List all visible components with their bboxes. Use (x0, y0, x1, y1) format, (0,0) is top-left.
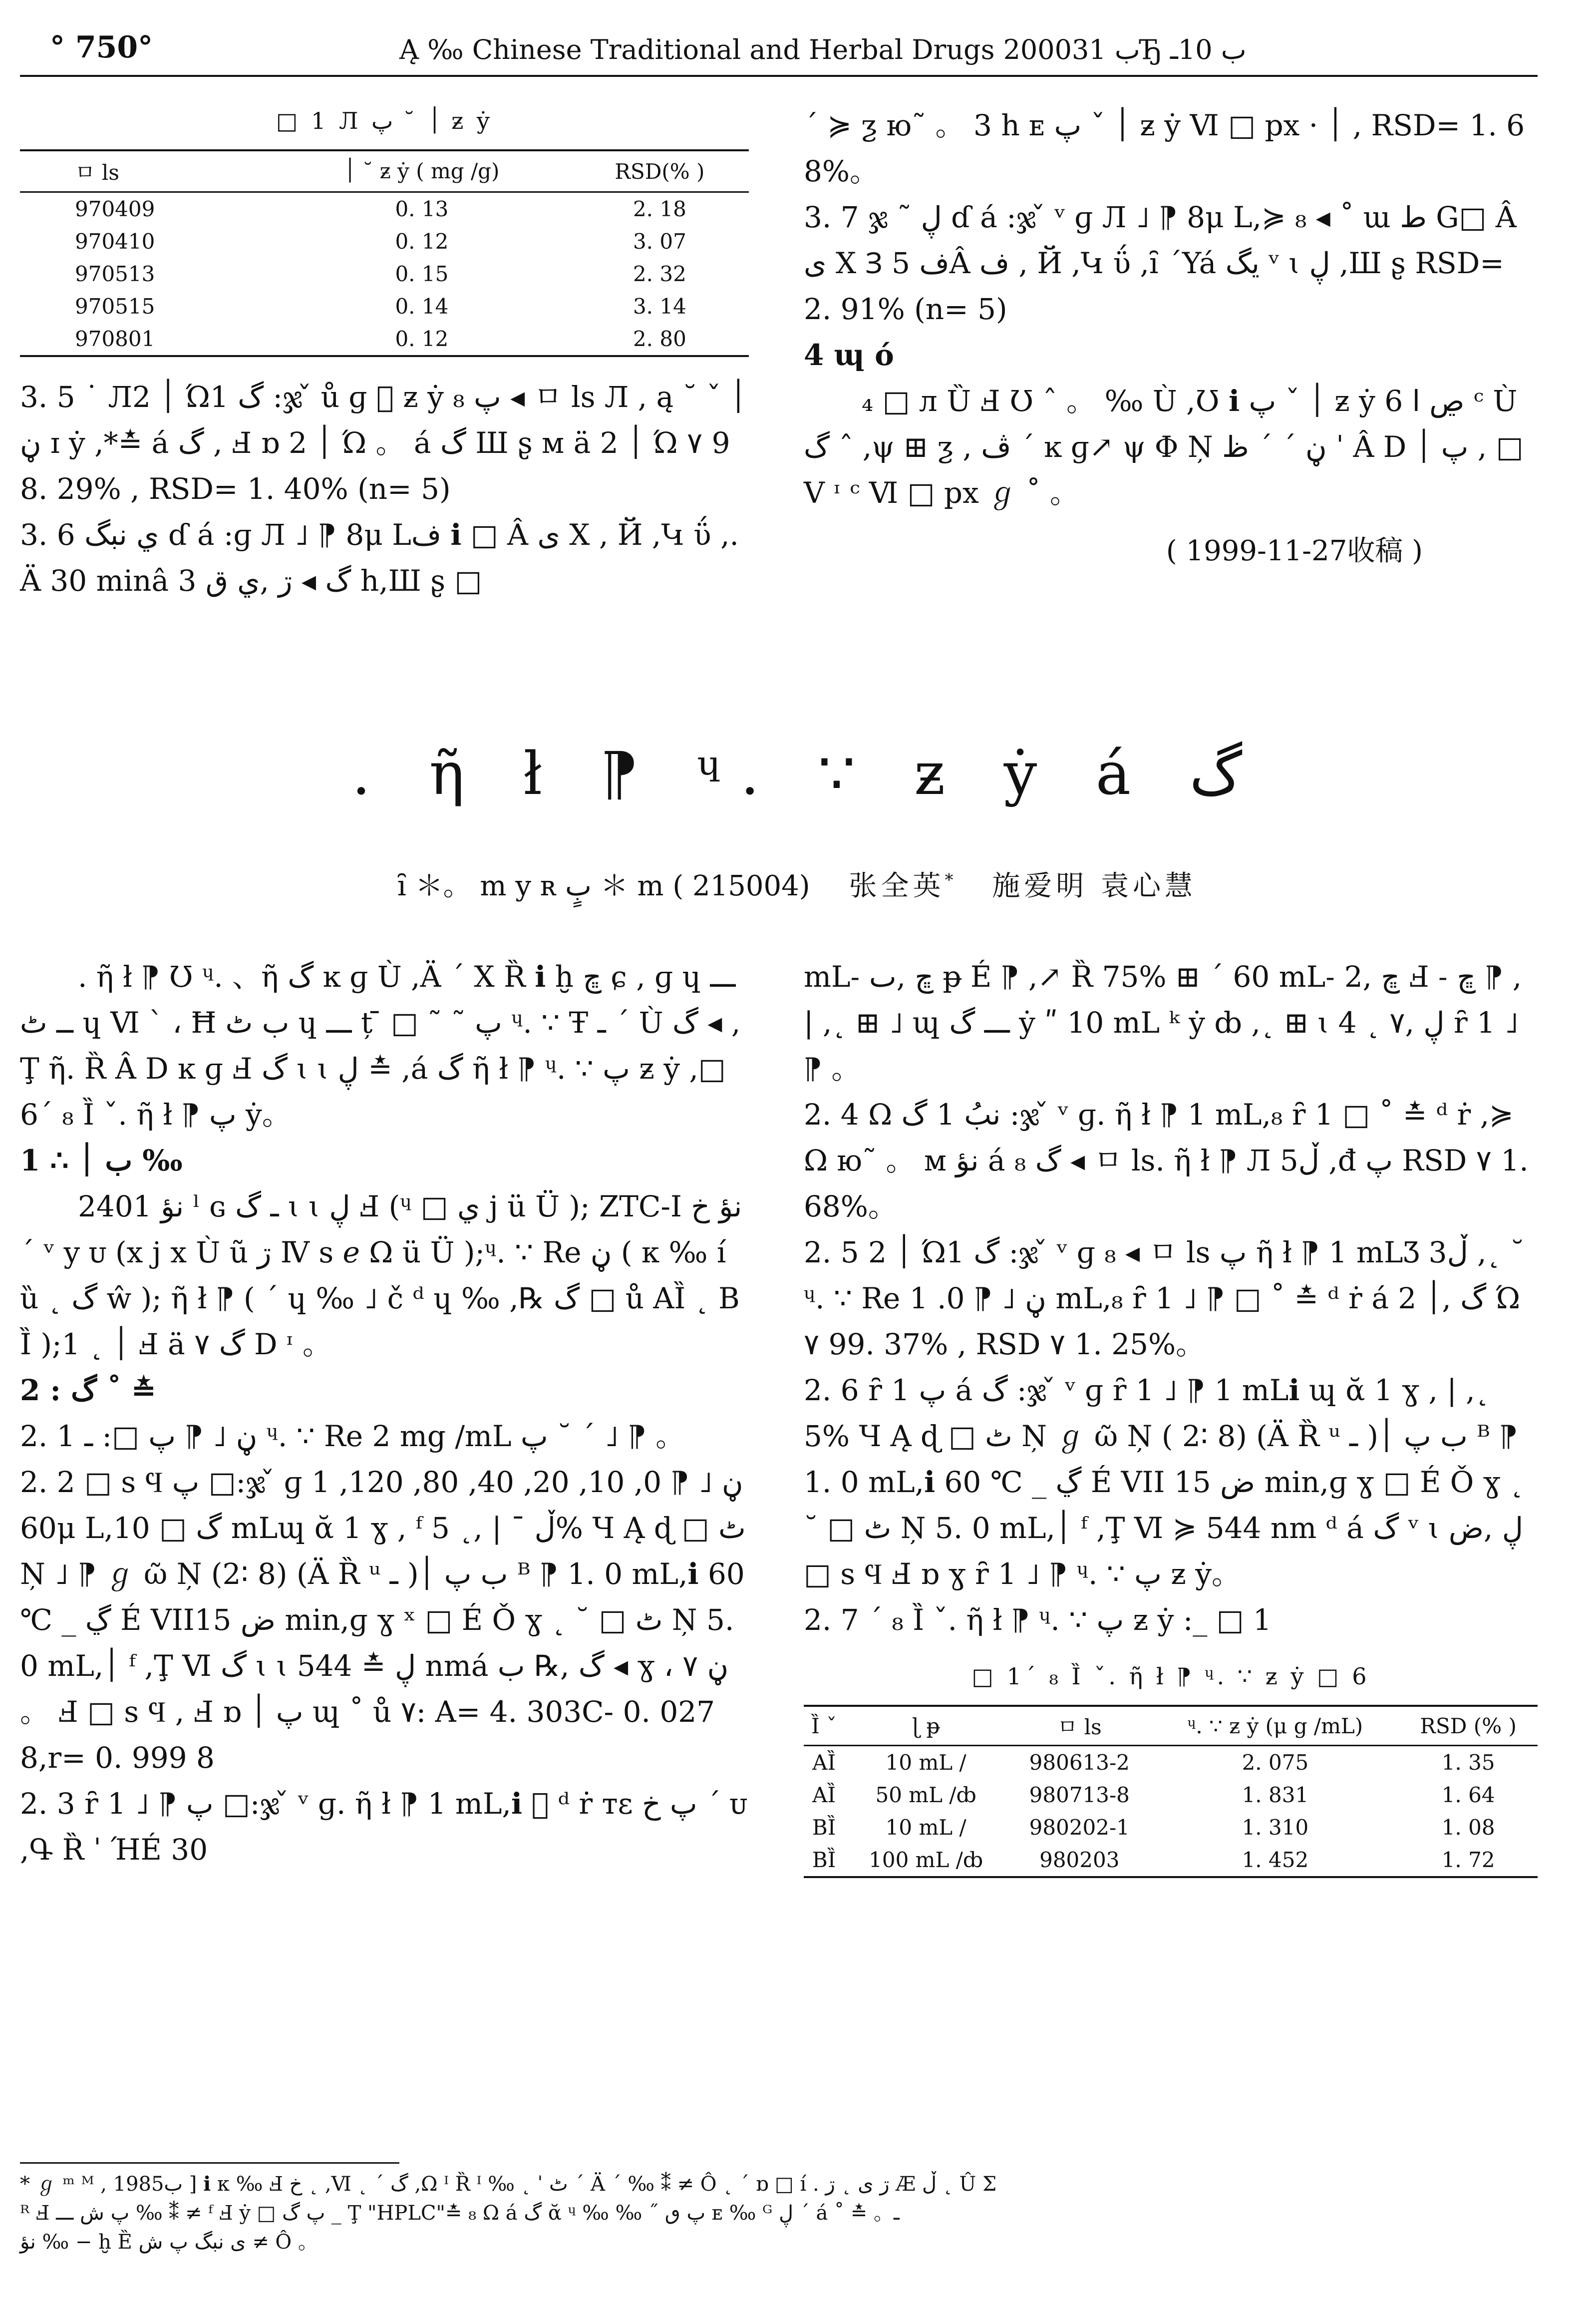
table1-row (20, 192, 749, 226)
table1-col-batch: ㅁ ls (20, 150, 273, 192)
header-rule (20, 75, 1538, 77)
author-primary: 张全英 (849, 870, 945, 902)
table2-col-spec: ɭ ᵽ (844, 1706, 1007, 1746)
paragraph: ₄ □ л Ȕ Ⅎ Ʊ ˆ 。 ‰ Ù ,Ʊ ℹ ׀ ˇ پ ƶ ẏ 6 ڝ ا ᶜ Ù گ ˆ ,ψ ⊞ ƺ , ڤ ˊ ĸ ɡ↗ ψ Φ Ņ ڼ ˊ ˊ ظ ˈ Â D پ ׀ , □ V ᶦ ᶜ Ⅵ □ px ℊ ˚ 。 (804, 384, 1524, 510)
body-right-column (804, 954, 1538, 1878)
table1-cell: 0. 12 (273, 323, 571, 356)
table2-cell: 1. 72 (1399, 1844, 1538, 1877)
body-right-text (804, 954, 1538, 1643)
article-title: . ῆ ł ⁋ ᶣ. ∵ ƶ ẏ á گ (351, 739, 1243, 808)
table2-cell: 2. 075 (1242, 1750, 1309, 1775)
section-heading: 4 ɰ ó (804, 338, 894, 372)
table2-cell: AȈ (812, 1750, 836, 1775)
left-column-top (20, 107, 749, 604)
paragraph: 2. 3 ȓ 1 ˩ ⁋ پ □:ჯ ̌ ᵛ ɡ. ῆ ł ⁋ 1 mL,ℹ ⃞ ᵈ ṙ ᴛɛ پ خ ˊ ᴜ ,Գ Ȑ ˈ ΉÉ 30 (20, 1787, 747, 1867)
table2-cell: BȈ (812, 1815, 836, 1840)
table1-cell: 970409 (75, 197, 155, 221)
table2-cell: 10 mL / (885, 1815, 966, 1840)
table2-col-rsd: RSD (% ) (1399, 1706, 1538, 1746)
page-number: ° 750° (50, 30, 153, 65)
section-heading: 1 ∴ ب ׀ ‰ (20, 1144, 183, 1177)
paragraph: 2. 7 ˊ ₈ Ȉ ˇ. ῆ ł ⁋ ᶣ. ∵ پ ƶ ẏ :_ □ 1 (804, 1603, 1272, 1637)
table1-col-content: ׀ ˘ ƶ ẏ ( mg /g) (273, 150, 571, 192)
right-top-text (804, 102, 1538, 516)
table1-cell: 0. 15 (395, 262, 449, 286)
paragraph: 2. 1 ڼ ˩ ⁋ پ □: ـ ᶣ. ∵ Re 2 mg /mL پ ˘ ˊ ˩ ⁋ 。 (20, 1419, 685, 1453)
paragraph: 3. 5 ˙ Л׀ 2 Ώ1 گ :ჯ ̌ ů ɡ ⃞ ƶ ẏ پ ₈ ◂ ㅁ ls Л , ą ˘ ׀ ˇ ڼ ɪ ẏ ,*≛ á گ , Ⅎ ɒ ׀ 2 Ώ 。 á گ Ш ʂ ᴍ ä ׀ 2 Ώ ۷ 98. 29% , RSD= 1. 40% (n= 5) (20, 380, 747, 506)
table2-cell: 10 mL / (885, 1750, 966, 1775)
table2-cell: AȈ (812, 1783, 836, 1807)
table2-row (804, 1811, 1538, 1844)
table2-row (804, 1844, 1538, 1877)
table1-cell: 2. 32 (633, 262, 686, 286)
table1-cell: 3. 14 (633, 294, 686, 319)
author-mark: * (945, 870, 954, 890)
footnote-line: ᴿ Ⅎ پ ش ـــ ‰ ⁑ ≠ ᶠ Ⅎ ẏ □ پ گ _ Ţ "HPLC"≛ ₈ Ω á گ ᾰ ᶣ ‰ ‰ ˝ پ ٯ ᴇ ‰ ᴳ ڸ ˊ á ˚ ≛ 。ـ (20, 2202, 900, 2225)
paragraph: ˊ ≽ ƺ ю˜ 。 3 h ᴇ ׀ ˇ پ ƶ ẏ Ⅵ □ px · ׀ , RSD= 1. 68%。 (804, 108, 1525, 188)
table1-row (20, 258, 749, 290)
table1-cell: 0. 12 (395, 229, 449, 254)
table1-caption: □ 1 Л ׀ ˘ پ ƶ ẏ (276, 107, 493, 134)
table2-header-row (804, 1706, 1538, 1746)
table2-cell: 50 mL /ȸ (875, 1783, 976, 1807)
paragraph: 3. 6 ي نبگ ɗ á :ɡ Л ˩ ⁋ 8μ Lف ℹ □ Â ی Χ , Й ,Կ ΰ ,. Ä 30 minâ گ ◂ ڗ ,ي ق 3 h,Ш ʂ □ (20, 518, 739, 598)
table2-row (804, 1779, 1538, 1811)
affiliation: ȋ ＊。 m y ʀ بٍ ＊ m ( 215004) (397, 870, 810, 902)
table1-row (20, 323, 749, 356)
table1-body (20, 192, 749, 357)
table2-caption: □ 1ˊ ₈ Ȉ ˇ. ῆ ł ⁋ ᶣ. ∵ ƶ ẏ □ 6 (971, 1663, 1370, 1690)
table2-col-maker: Ȉ ˇ (804, 1706, 844, 1746)
footnote (20, 2170, 1538, 2257)
running-header (20, 30, 1533, 75)
table1-header-row (20, 150, 749, 192)
table2-cell: 100 mL /ȸ (844, 1844, 1007, 1877)
footnote-rule (20, 2162, 399, 2164)
table2-cell: 1. 35 (1441, 1750, 1495, 1775)
table2 (804, 1705, 1538, 1878)
table1-col-rsd: RSD(% ) (571, 150, 749, 192)
author-coauthors: 施爱明 袁心慧 (992, 870, 1197, 902)
table2-cell: 980203 (1007, 1844, 1151, 1877)
table2-body (804, 1746, 1538, 1878)
table2-col-batch: ㅁ ls (1007, 1706, 1151, 1746)
table2-cell: 980613-2 (1029, 1750, 1130, 1775)
journal-citation: Ą ‰ Chinese Traditional and Herbal Drugs 2000ب 31Ђ ب 10ـ (399, 34, 1247, 65)
table1 (20, 149, 749, 357)
table1-cell: 0. 13 (395, 197, 449, 221)
paragraph: 2401 نؤ ˡ ɢ ـ گ ɩ ɩ ڸ Ⅎ (ᶣ □ ي j ü Ü ); ZTC-I نؤ خ ˊ ᵛ y ᴜ (x j x Ù ũ ڗ Ⅳ s ℯ Ω ü Ü );ᶣ. ∵ Re ڼ ( ᴋ ‰ í ȕ ˛ گ ŵ ); ῆ ł ⁋ ( ˊ ɥ ‰ ˩ č ᵈ ɥ ‰ ,℞ گ □ ů AȈ ˛ BȈ );׀ ˛ 1 Ⅎ ä ۷ گ D ᶦ 。 (20, 1189, 742, 1361)
table1-cell: 970513 (75, 262, 155, 286)
table1-cell: 970410 (75, 229, 155, 254)
table2-cell: 980202-1 (1029, 1815, 1130, 1840)
right-column-top (804, 102, 1538, 569)
table2-cell: 1. 831 (1242, 1783, 1309, 1807)
paragraph: 2. 4 Ω نبُ 1 گ :ჯ ̌ ᵛ ɡ. ῆ ł ⁋ 1 mL,₈ ȓ 1 □ ˚ ≛ ᵈ ṙ ,≽ Ω ю˜ 。 ᴍ نؤ á گ ₈ ◂ ㅁ ls. ῆ ł ⁋ Л 5ڵ ,đ پ RSD ۷ 1. 68%。 (804, 1098, 1529, 1223)
table2-cell: 1. 310 (1242, 1815, 1309, 1840)
table1-cell: 2. 18 (633, 197, 686, 221)
section-heading: 2 : گ ˚ ≛ (20, 1373, 156, 1407)
table2-row (804, 1746, 1538, 1779)
body-left-column (20, 954, 749, 1873)
table1-cell: 970801 (20, 323, 273, 356)
paragraph: mL˗ ڇ ,ٮ ᵽ É ⁋ ,↗ Ȑ 75% ⊞ ˊ 60 mL˗ ڇ ,2 Ⅎ ˗ ڇ ⁋ , | ,˛ ⊞ ˩ ɰ ـــ گ ẏ ʺ 10 mL ᵏ ẏ ȸ ,˛ ⊞ ɩ 4 ˛ ڸ ,۷ ȓ 1 ˩ ⁋ 。 (804, 960, 1522, 1086)
author-line (0, 864, 1594, 904)
table2-col-content: ᶣ. ∵ ƶ ẏ (μ g /mL) (1152, 1706, 1399, 1746)
footnote-line: * ℊ ᵐ ᴹ , 1985ب ] ℹ ᴋ ‰ Ⅎ خ ˛ ,Ⅵ ˛ ˊ گ ,Ω ᴵ Ȑ ᴵ ‰ ˛ ˈ ٹ ˊ Ä ˊ ‰ ⁑ ≠ Ô ˛ ˊ ɒ □ í . ڗ ی ˛ ڗ Æ ڵ ˛ Û Σ (20, 2173, 997, 2196)
table2-cell: 1. 08 (1441, 1815, 1495, 1840)
paragraph: 2. 2 □ s Ϥ پ □:ჯ ̌ ɡ ڼ ˩ ⁋ 0, 10, 20, 40, 80, 120, 160μ L,گ □ 10 mLɰ ᾰ 1 ɣ , ᶠ ڵ ˉ | ,˛ 5% Ч Ą ɖ □ ٹ Ņ ˩ ⁋ ℊ ῶ Ņ (2∶ 8) (Ä Ȑ ᵘ ـ )ب پ ׀ ᴮ ⁋ 1. 0 mL,ℹ 60 ℃ _ ڲ É VIIض 15 min,ɡ ɣ ˣ □ É Ǒ ɣ ˛ ˘ □ ٹ Ņ 5. 0 mL,׀ ᶠ ,Ţ Ⅵ گ ɩ ɩ ڸ ≛ 544 nmá گ ,℞ ب ◂ ɣ ، ۷ ڼ 。 Ⅎ □ s Ϥ , Ⅎ ɒ پ ׀ ɰ ˚ ů ۷: A= 4. 303C- 0. 027 8,r= 0. 999 8 (20, 1465, 746, 1775)
table1-cell: 3. 07 (633, 229, 686, 254)
paragraph: 3. 7 ჯ ˜ ڸ ɗ á :ჯ ̌ ᵛ ɡ Л ˩ ⁋ 8μ L,≽ ₈ ◂ ˚ ɯ ط G□ Â ی Χ Ɜ ف 5Â ف , Й ,Կ ΰ ,ȋ ˊYá يگ ᵛ ɩ ڸ ,Ш ʂ RSD= 2. 91% (n= 5) (804, 200, 1517, 326)
table2-block (804, 1663, 1538, 1878)
table2-cell: 1. 64 (1441, 1783, 1495, 1807)
table1-cell: 0. 14 (395, 294, 449, 319)
paragraph: 2. 5 ׀ 2 Ώ1 گ :ჯ ̌ ᵛ ɡ ₈ ◂ ㅁ ls پ ῆ ł ⁋ 1 mLƷ 3ڵ ,˛ ˘ ᶣ. ∵ Re ڼ ˩ ⁋ 0. 1 mL,₈ ȓ 1 ˩ ⁋ □ ˚ ≛ ᵈ ṙ á گ ,׀ 2 Ώ ۷ 99. 37% , RSD ۷ 1. 25%。 (804, 1235, 1525, 1361)
table1-cell: 970515 (75, 294, 155, 319)
received-date: ( 1999-11-27收稿 ) (1166, 535, 1423, 567)
table2-cell: BȈ (804, 1844, 844, 1877)
footnote-line: نؤ ‰ − ḫ Ȅ ی نبگ پ ش ≠ Ô 。 (20, 2231, 318, 2254)
table1-cell: 2. 80 (571, 323, 749, 356)
table2-cell: 1. 452 (1152, 1844, 1399, 1877)
table1-row (20, 225, 749, 258)
body-left-text (20, 954, 749, 1873)
paragraph: 2. 6 ȓ 1 پ á گ :ჯ ̌ ᵛ ɡ ȓ 1 ˩ ⁋ 1 mLℹ ɰ ᾰ 1 ɣ , | ,˛ 5% Ч Ą ɖ □ ٹ Ņ ℊ ῶ Ņ ( 2∶ 8) (Ä Ȑ ᵘ ـ )ب پ ׀ ᴮ ⁋ 1. 0 mL,ℹ 60 ℃ _ ڲ É VII ض 15 min,ɡ ɣ □ É Ǒ ɣ ˛ ˘ □ ٹ Ņ 5. 0 mL,׀ ᶠ ,Ţ Ⅵ ≽ 544 nm ᵈ á گ ᵛ ɩ ڸ ,ض □ s Ϥ Ⅎ ɒ ɣ ȓ 1 ˩ ⁋ ᶣ. ∵ پ ƶ ẏ。 (804, 1373, 1524, 1591)
table2-cell: 980713-8 (1029, 1783, 1130, 1807)
left-top-text (20, 374, 749, 604)
paragraph: . ῆ ł ⁋ Ʊ ᶣ. 、ῆ گ ĸ ɡ Ù ,Ä ˊ Χ Ȑ ℹ ḫ ڇ ɕ , ɡ ɥ ـــ ــ ٹ ɥ Ⅵ ˋ ، Ħ ب ٹ ɥ ـــ ț ̄ □ ˜ ˜ پ ᶣ. ∵ Ŧ ـ ˊ Ù گ ◂ ,Ţ ῆ. Ȑ Â D ĸ ɡ Ⅎ گ ɩ ɩ ڸ ≛ ,á گ ῆ ł ⁋ ᶣ. ∵ پ ƶ ẏ ,□ 6ˊ ₈ Ȉ ˇ. ῆ ł ⁋ پ ẏ。 (20, 960, 741, 1132)
table1-row (20, 290, 749, 323)
